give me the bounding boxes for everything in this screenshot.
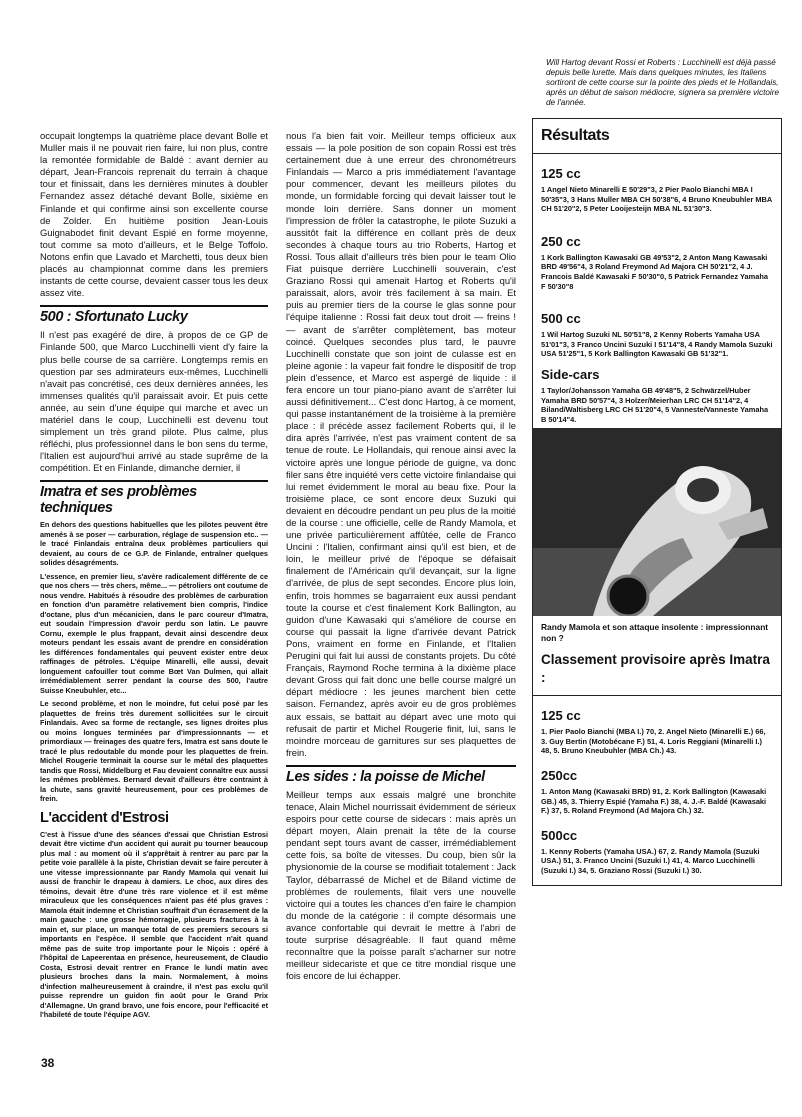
photo-caption-top: Will Hartog devant Rossi et Roberts : Lucchinelli est déjà passé depuis belle lurette. Mais dans quelques minutes, les Italiens sortiront de cette course sur la pointe des pieds et le Hollandais, après un début de saison médiocre, signera sa première victoire de l'année. [546,58,780,107]
sidebar-heading-accident: L'accident d'Estrosi [40,809,169,826]
results-class-label: Side-cars [541,366,600,382]
results-text: 1 Taylor/Johansson Yamaha GB 49'48"5, 2 Schwärzel/Huber Yamaha BRD 50'57"4, 3 Holzer/Meierhan LRC CH 51'14"2, 4 Biland/Waltisberg LRC CH 51'20"4, 5 Vanneste/Vanneste Yamaha B 50'14"4. [541,385,769,424]
results-box [532,118,782,886]
photo-caption-mamola: Randy Mamola et son attaque insolente : impressionnant non ? [541,622,769,643]
article-paragraph: nous l'a bien fait voir. Meilleur temps officieux aux essais — la pole position de son copain Rossi est très certainement due à une erreur des chronométreurs Finlandais — Marco a pris immédiatement l'avantage pour commencer, devant les meilleurs pilotes du monde, un formidable forcing qui devait laisser tout le monde loin derrière. Sans donner un moment l'impression de frôler la catastrophe, le pilote Suzuki a aussitôt fait la différence en collant près de deux secondes à chaque tours au trio Roberts, Hartog et Rossi. Tous allait d'ailleurs très bien pour le team Olio Fiat puisque derrière Lucchinelli souverain, c'est Graziano Rossi qui amenait Hartog et Roberts qu'il paraissait, alors, avoir très facilement à sa main. Et puis au premier tiers de la course le glas sonne pour l'équipe italienne : Rossi fait deux tout droit — freins ! — avant de s'arrêter complètement, bas moteur coincé. Quelques secondes plus tard, le pauvre Lucchinelli constate que son joint de culasse est en pleine agonie : la vapeur fait fondre le dispositif de trop plein d'essence, et Marco est aspergé de liquide : il fera encore un tour piano-piano avant de s'arrêter lui aussi définitivement... C'est donc Hartog, à ce moment, qui passe instantanément de la troisième à la première place : il précède assez facilement Roberts qui, il le dira après l'arrivée, n'est pas vraiment content de sa tenue de route. Le Hollandais, qui renoue ainsi avec la victoire après une longue période de guigne, va donc filer sans être inquiété vers cette victoire finlandaise qui lui remet évidemment le moral au beau fixe. Pour la troisième place, ce sont encore deux Suzuki qui devaient en découdre pendant un peu plus de la moitié de la course : une officielle, celle de Randy Mamola, et une privée particulièrement affûtée, celle de Franco Uncini : l'Italien, confirmant ainsi qu'il est bien, et de loin, le meilleur privé de l'époque se défaisait finalement de l'Américain qu'il devançait, sur la ligne d'arrivée, de plus de sept secondes. Encore plus loin, enfin, trois hommes se bagarraient eux aussi pendant toute la course et c'est finalement Kork Ballington, au guidon d'une Kawasaki qui s'améliore de course en course qui passait la ligne d'arrivée devant Patrick Pons, vraiment en forme en Finlande, et l'Italien Perugini qui fait lui aussi de constants projets. Du côté Français, Raymond Roche termina à la dixième place devant Gross qui fait donc une belle course malgré un départ médiocre : les jeunes marchent bien cette saison. Fernandez, après avoir eu de gros problèmes aux essais, se battait au départ avec une moto qui refusait de partir et Michel Rougerie finit, lui, sans le moindre morceau de garnitures sur ses plaquettes de frein. [286,130,516,758]
sidebar-paragraph: L'essence, en premier lieu, s'avère radicalement différente de ce que nos chers — très chers, même... — pétroliers ont coutume de nous vendre. Habitués à résoudre des problèmes de carburation en fonction d'un paramètre relativement bien compris, l'indice d'octane, plus d'un mécanicien, dans le parc coureur d'Imatra, eut soudain l'impression d'avoir perdu son latin. Le pauvre Cornu, exemple le plus frappant, devait ainsi descendre deux moteurs pendant les essais avant de prendre en considération les différences fondamentales qui peuvent exister entre deux raffinages de pétroles. L'équipe Minarelli, elle aussi, devait longuement cafouiller tout comme Bœt Van Dulmen, qui allait irrémédiablement serrer pendant la course des 500, l'autre Suisse Kneubuhler, etc... [40,571,268,695]
results-class-label: 250 cc [541,233,581,249]
motorcycle-photo-illustration [533,428,781,616]
sidebar-paragraph: C'est à l'issue d'une des séances d'essai que Christian Estrosi devait être victime d'un accident qui aurait pu tourner beaucoup plus mal : au moment où il s'apprêtait à rentrer au parc par la petite voie parallèle à la piste, Christian devait se faire percuter à une vitesse impressionnante par Randy Mamola qui venait lui aussi de franchir le drapeau à damiers. Le choc, aux dires des témoins, devait être d'une très rare violence et il est même miraculeux que les conséquences n'aient pas été plus graves : Mamola était indemne et Christian souffrait d'un écrasement de la main gauche : une grosse hémorragie, plusieurs fractures à la main et, sur place, un manque total de ces premiers secours si importants en l'espèce. Il semble que l'accident n'ait quand même pas de suite trop importante pour le Niçois : opéré à l'hôpital de Lapeerentaa en présence, heureusement, de Claudio Costa, Estrosi devait rentrer en France le lundi matin avec plusieurs broches dans la main. Normalement, à moins d'infection malheureusement à craindre, il n'est pas exclu qu'il puisse reprendre un guidon fin août pour le Grand Prix d'Allemagne. Un grand bravo, une fois encore, pour l'efficacité et l'habileté de toute l'équipe AGV. [40,829,268,1020]
standings-text: 1. Anton Mang (Kawasaki BRD) 91, 2. Kork Ballington (Kawasaki GB.) 45, 3. Thierry Espié (Yamaha F.) 38, 4. J.-F. Baldé (Kawasaki F.) 37, 5. Roland Freymond (Ad Majora Ch.) 32. [541,786,767,816]
standings-class-label: 125 cc [541,708,581,724]
article-paragraph: Meilleur temps aux essais malgré une bronchite tenace, Alain Michel nourrissait évidemment de sérieux espoirs pour cette course de sidecars : mais après un départ moyen, Alain prenait la tête de la course pendant sept tours avant de casser, irrémédiablement cette fois, sa boîte de vitesses. Du coup, bien sûr la physionomie de la course se modifiait totalement : Jack Taylor, débarrassé de Michel et de Biland victime de problèmes de roulements, filait vers une nouvelle victoire qui a toutes les chances d'en faire le champion du monde de la catégorie : il compte désormais une avance confortable qui devrait le mettre à l'abri de toute surprise désagréable. Il faut quand même reconnaître que la poisse paraît s'acharner sur notre meilleur sidecariste et que ce titre mondial risque une fois encore de lui échapper. [286,788,516,982]
divider [533,695,781,696]
standings-class-label: 500cc [541,827,578,843]
results-class-label: 125 cc [541,166,581,181]
section-heading-sides: Les sides : la poisse de Michel [286,765,516,785]
column-right [532,58,782,886]
results-class-label: 500 cc [541,311,581,327]
results-text: 1 Kork Ballington Kawasaki GB 49'53"2, 2 Anton Mang Kawasaki BRD 49'56"4, 3 Roland Freymond Ad Majora CH 50'21"2, 4 J. Francois Baldé Kawasaki F 50'30"0, 5 Patrick Fernandez Yamaha F 50'30"8 [541,252,768,291]
results-title: Résultats [541,127,610,144]
sidebar-paragraph: En dehors des questions habituelles que les pilotes peuvent être amenés à se poser — carburation, réglage de suspension etc.. — le tracé Finlandais entraîna deux problèmes particuliers qui devaient, au cours de ce G.P. de Finlande, entraîner quelques solides désagréments. [40,520,268,568]
column-middle [286,130,516,986]
results-text: 1 Wil Hartog Suzuki NL 50'51"8, 2 Kenny Roberts Yamaha USA 51'01"3, 3 Franco Uncini Suzuki I 51'14"8, 4 Randy Mamola Suzuki USA 51'25"1, 5 Kork Ballington Kawasaki GB 51'32"1. [541,330,773,359]
article-paragraph: Il n'est pas exagéré de dire, à propos de ce GP de Finlande 500, que Marco Lucchinelli vient d'y faire la plus belle course de sa carrière. Longtemps remis en question par ses admirateurs eux-mêmes, Lucchinelli n'avait pas concrétisé, ces deux dernières années, les immenses qualités qu'il paraissait avoir. Et puis cette année, au sein d'une équipe qui marche et avec un matériel dans le coup, Lucchinelli est devenu tout simplement un très grand pilote. Plus calme, plus réfléchi, plus professionnel dans le bon sens du terme, l'Italien est aujourd'hui arrivé au stade suprême de la compétition. Et en Finlande, dimanche dernier, il [40,329,268,474]
mamola-photo [533,428,781,616]
page-number: 38 [41,1056,55,1070]
divider [533,153,781,154]
section-heading-500: 500 : Sfortunato Lucky [40,305,268,325]
results-text: 1 Angel Nieto Minarelli E 50'29"3, 2 Pier Paolo Bianchi MBA I 50'35"3, 3 Hans Muller MBA CH 50'38"6, 4 Bruno Kneubuhler MBA CH 51'20"2, 5 Peter Looijesteijn MBA NL 51'30"3. [541,185,772,214]
standings-class-label: 250cc [541,767,578,783]
standings-text: 1. Pier Paolo Bianchi (MBA I.) 70, 2. Angel Nieto (Minarelli E.) 66, 3. Guy Bertin (Motobécane F.) 51, 4. Loris Reggiani (Minarelli I.) 48, 5. Bruno Kneubuhler (MBA Ch.) 43. [541,727,766,756]
article-paragraph: occupait longtemps la quatrième place devant Bolle et Muller mais il ne pouvait rien faire, lui non plus, contre la remontée formidable de Baldé : avant dernier au départ, Jean-Francois reprenait du terrain à chaque tour et finissait, dans les dernières minutes à doubler Fernandez assez détaché devant Bolle, sixième en Finlande et qui confirme ainsi son excellente course de Zolder. En huitième position Jean-Louis Guignabodet finit devant Espié en forme moyenne, tout comme sa moto d'ailleurs, et le Belge Toffolo. Notons enfin que Lavado et Marchetti, tous deux bien placés au championnat comme dans les premiers instants de cette course, devaient casser tous les deux assez vite. [40,130,268,299]
standings-text: 1. Kenny Roberts (Yamaha USA.) 67, 2. Randy Mamola (Suzuki USA.) 51, 3. Franco Uncini (Suzuki I.) 41, 4. Marco Lucchinelli (Suzuki I.) 34, 5. Graziano Rossi (Suzuki I.) 30. [541,846,760,875]
standings-title: Classement provisoire après Imatra : [541,652,770,686]
sidebar-heading-imatra: Imatra et ses problèmes techniques [40,480,268,516]
sidebar-paragraph: Le second problème, et non le moindre, fut celui posé par les plaquettes de freins très durement sollicitées sur le circuit Finlandais. Avec sa forme de rectangle, ses lignes droites plus ou moins longues terminées par d'impressionnants — et primordiaux — freinages des quatre fers, Imatra est sans doute le tracé le plus redoutable du monde pour les plaquettes de frein. Michel Rougerie terminait la course sur le métal des plaquettes tandis que Rossi, Middelburg et Fau devaient connaître eux aussi les mêmes problèmes. Bernard devait d'ailleurs être contraint à la chute, sans gravité heureusement, pour ces problèmes de frein. [40,699,268,804]
column-left [40,130,268,1024]
